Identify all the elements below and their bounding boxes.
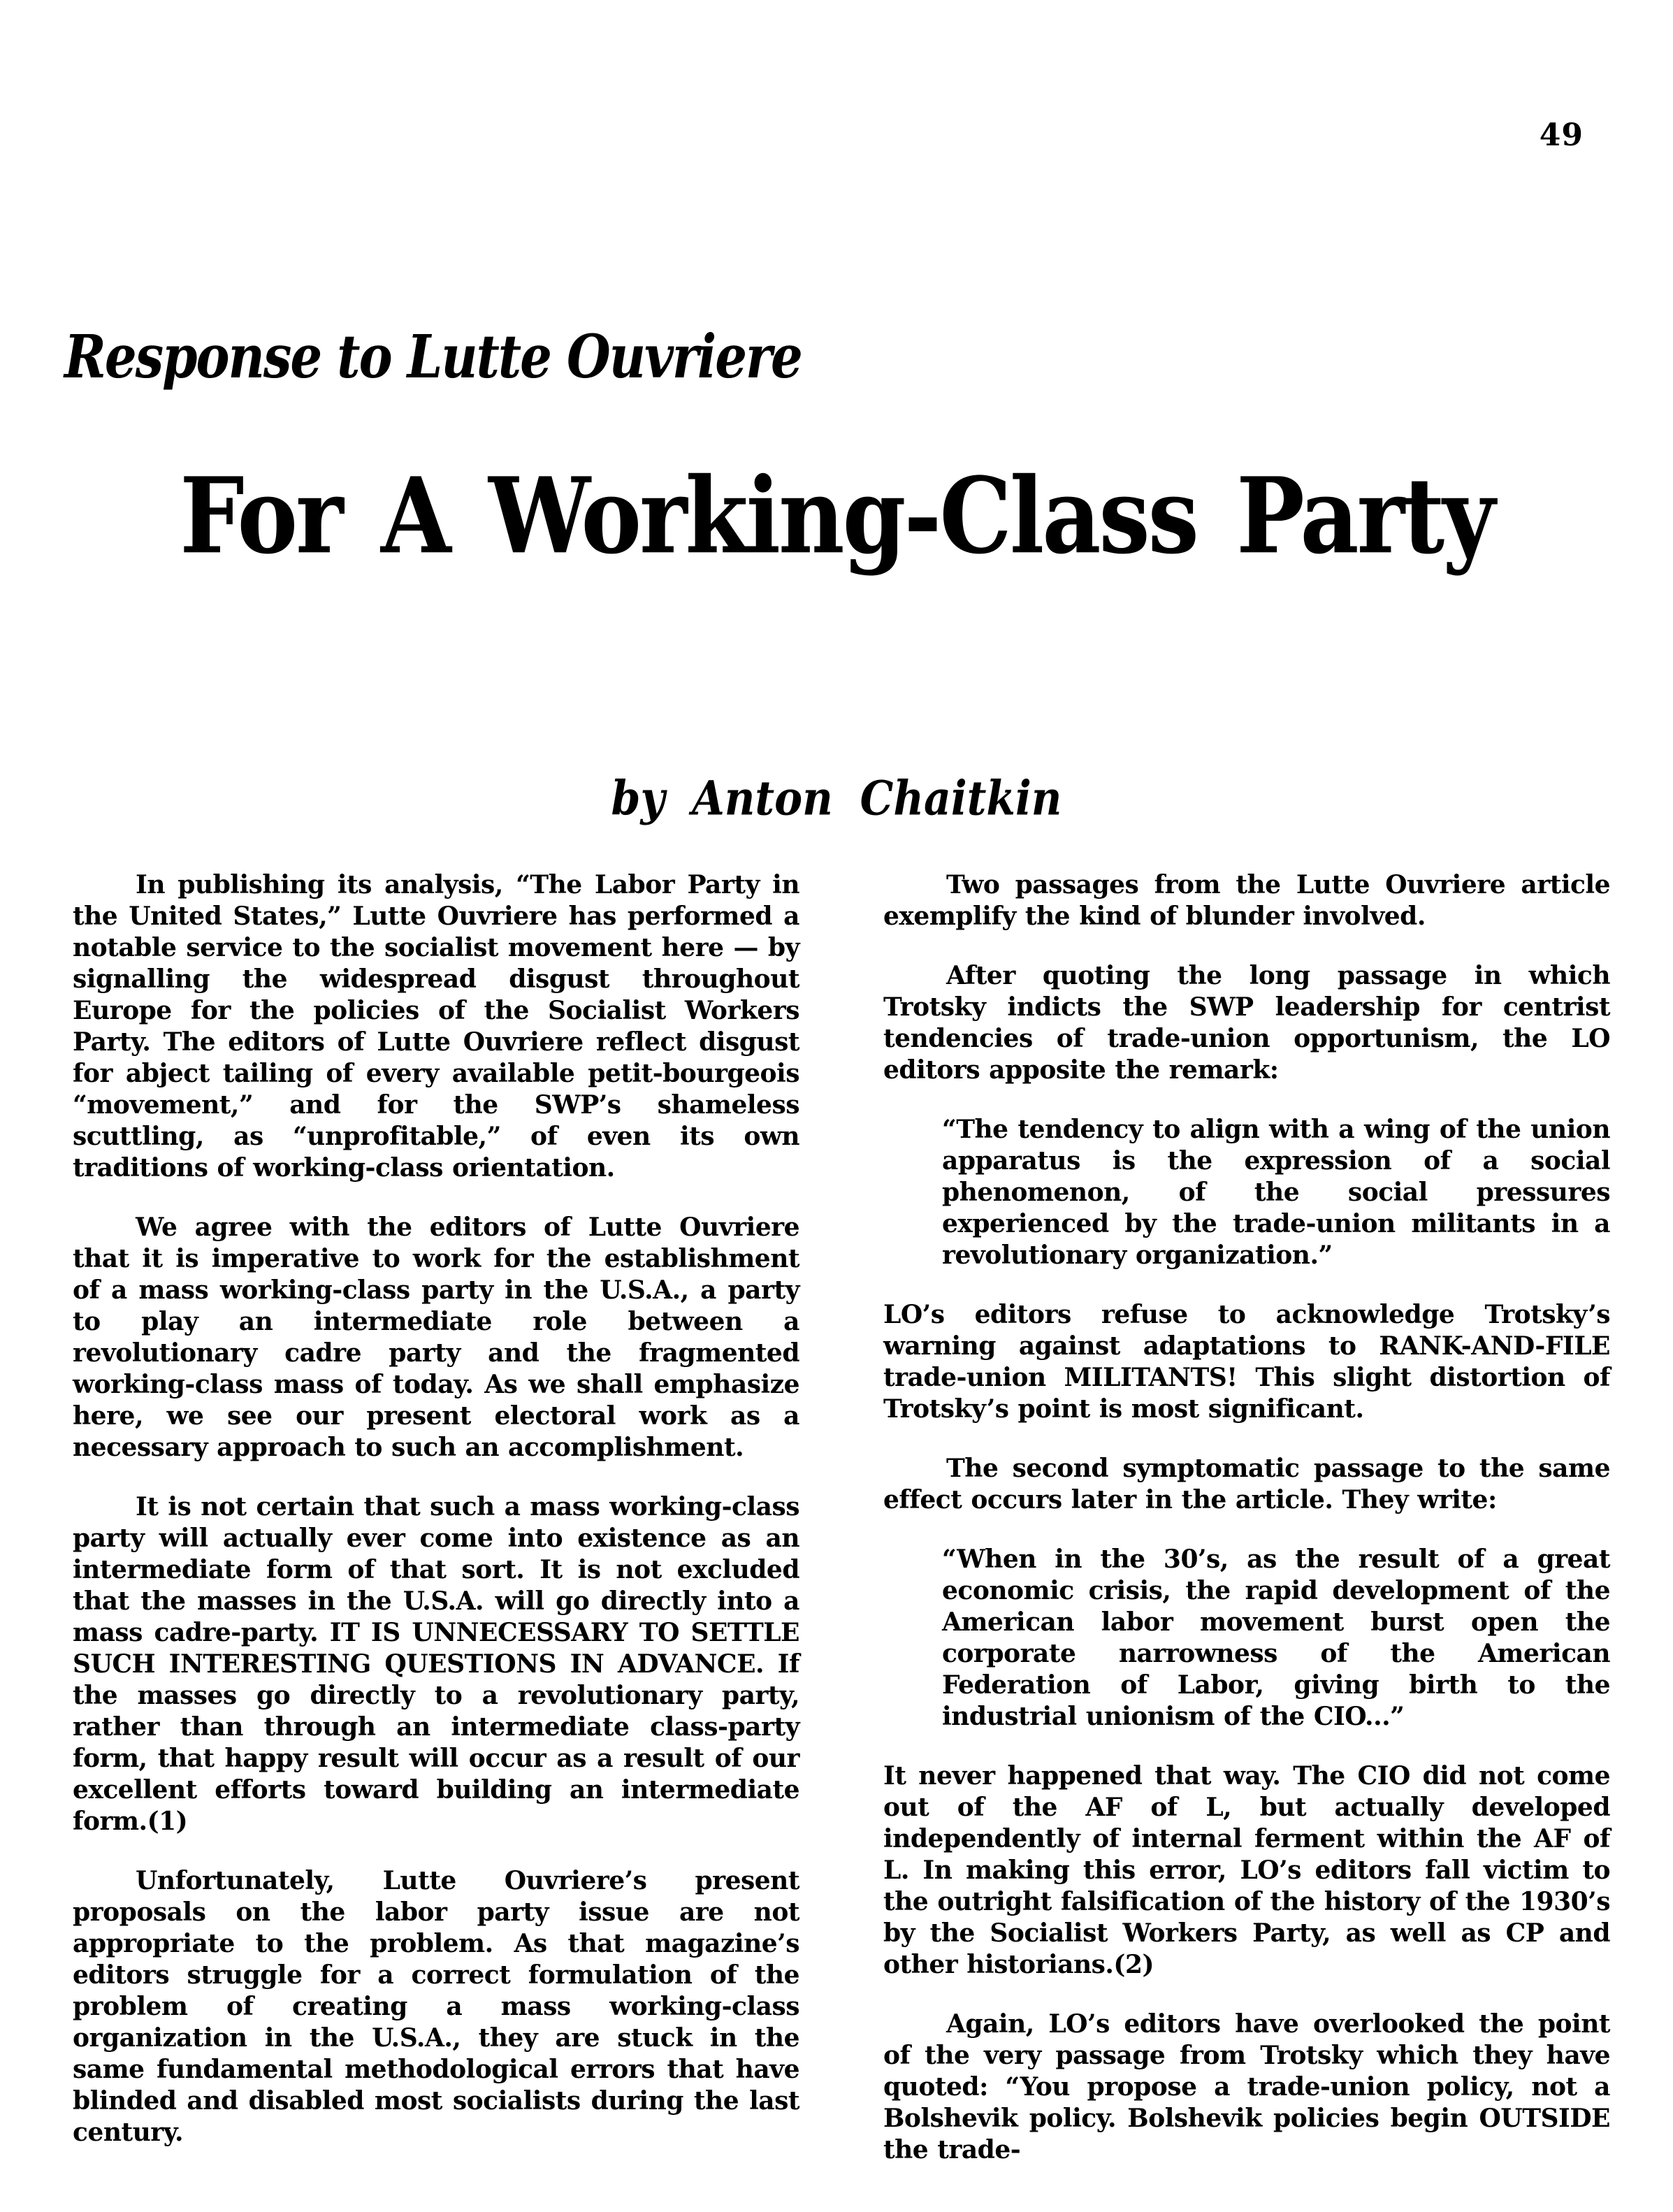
paragraph: After quoting the long passage in which Trotsky indicts the SWP leadership for centrist tendencies of trade-union opportunism, the LO editors apposite the remark: bbox=[883, 961, 1610, 1085]
paragraph: It is not certain that such a mass working-class party will actually ever come into existence as an intermediate form of that sort. It is not excluded that the masses in the U.S.A. will go directly into a mass cadre-party. IT IS UNNECESSARY TO SETTLE SUCH INTERESTING QUESTIONS IN ADVANCE. If the masses go directly to a revolutionary party, rather than through an intermediate class-party form, that happy result will occur as a result of our excellent efforts toward building an intermediate form.(1) bbox=[73, 1492, 799, 1836]
article-title: For A Working-Class Party bbox=[180, 454, 1493, 577]
paragraph: Unfortunately, Lutte Ouvriere’s present proposals on the labor party issue are not appropriate to the problem. As that magazine’s editors struggle for a correct formulation of the problem of creating a mass working-class organization in the U.S.A., they are stuck in the same fundamental methodological errors that have blinded and disabled most socialists during the last century. bbox=[73, 1866, 799, 2147]
article-body bbox=[73, 869, 1612, 2204]
paragraph: It never happened that way. The CIO did not come out of the AF of L, but actually developed independently of internal ferment within the AF of L. In making this error, LO’s editors fall victim to the outright falsification of the history of the 1930’s by the Socialist Workers Party, as well as CP and other historians.(2) bbox=[883, 1761, 1610, 1979]
block-quote: “When in the 30’s, as the result of a great economic crisis, the rapid development of the American labor movement burst open the corporate narrowness of the American Federation of Labor, giving birth to the industrial unionism of the CIO...” bbox=[942, 1545, 1610, 1731]
paragraph: Again, LO’s editors have overlooked the point of the very passage from Trotsky which they have quoted: “You propose a trade-union policy, not a Bolshevik policy. Bolshevik policies begin OUTSIDE the trade- bbox=[883, 2009, 1610, 2164]
left-column bbox=[73, 869, 799, 2176]
paragraph: The second symptomatic passage to the same effect occurs later in the article. They write: bbox=[883, 1454, 1610, 1515]
paragraph: We agree with the editors of Lutte Ouvriere that it is imperative to work for the establishment of a mass working-class party in the U.S.A., a party to play an intermediate role between a revolutionary cadre party and the fragmented working-class mass of today. As we shall emphasize here, we see our present electoral work as a necessary approach to such an accomplishment. bbox=[73, 1213, 799, 1462]
article-kicker: Response to Lutte Ouvriere bbox=[64, 321, 802, 392]
paragraph: Two passages from the Lutte Ouvriere article exemplify the kind of blunder involved. bbox=[883, 870, 1610, 931]
paragraph: In publishing its analysis, “The Labor Party in the United States,” Lutte Ouvriere has performed a notable service to the socialist movement here — by signalling the widespread disgust throughout Europe for the policies of the Socialist Workers Party. The editors of Lutte Ouvriere reflect disgust for abject tailing of every available petit-bourgeois “movement,” and for the SWP’s shameless scuttling, as “unprofitable,” of even its own traditions of working-class orientation. bbox=[73, 870, 799, 1183]
block-quote: “The tendency to align with a wing of the union apparatus is the expression of a social phenomenon, of the social pressures experienced by the trade-union militants in a revolutionary organization.” bbox=[942, 1115, 1610, 1270]
page-number: 49 bbox=[1539, 117, 1584, 153]
right-column bbox=[883, 869, 1610, 2194]
article-byline: by Anton Chaitkin bbox=[611, 772, 1062, 827]
paragraph: LO’s editors refuse to acknowledge Trotsky’s warning against adaptations to RANK-AND-FILE trade-union MILITANTS! This slight distortion of Trotsky’s point is most significant. bbox=[883, 1300, 1610, 1424]
